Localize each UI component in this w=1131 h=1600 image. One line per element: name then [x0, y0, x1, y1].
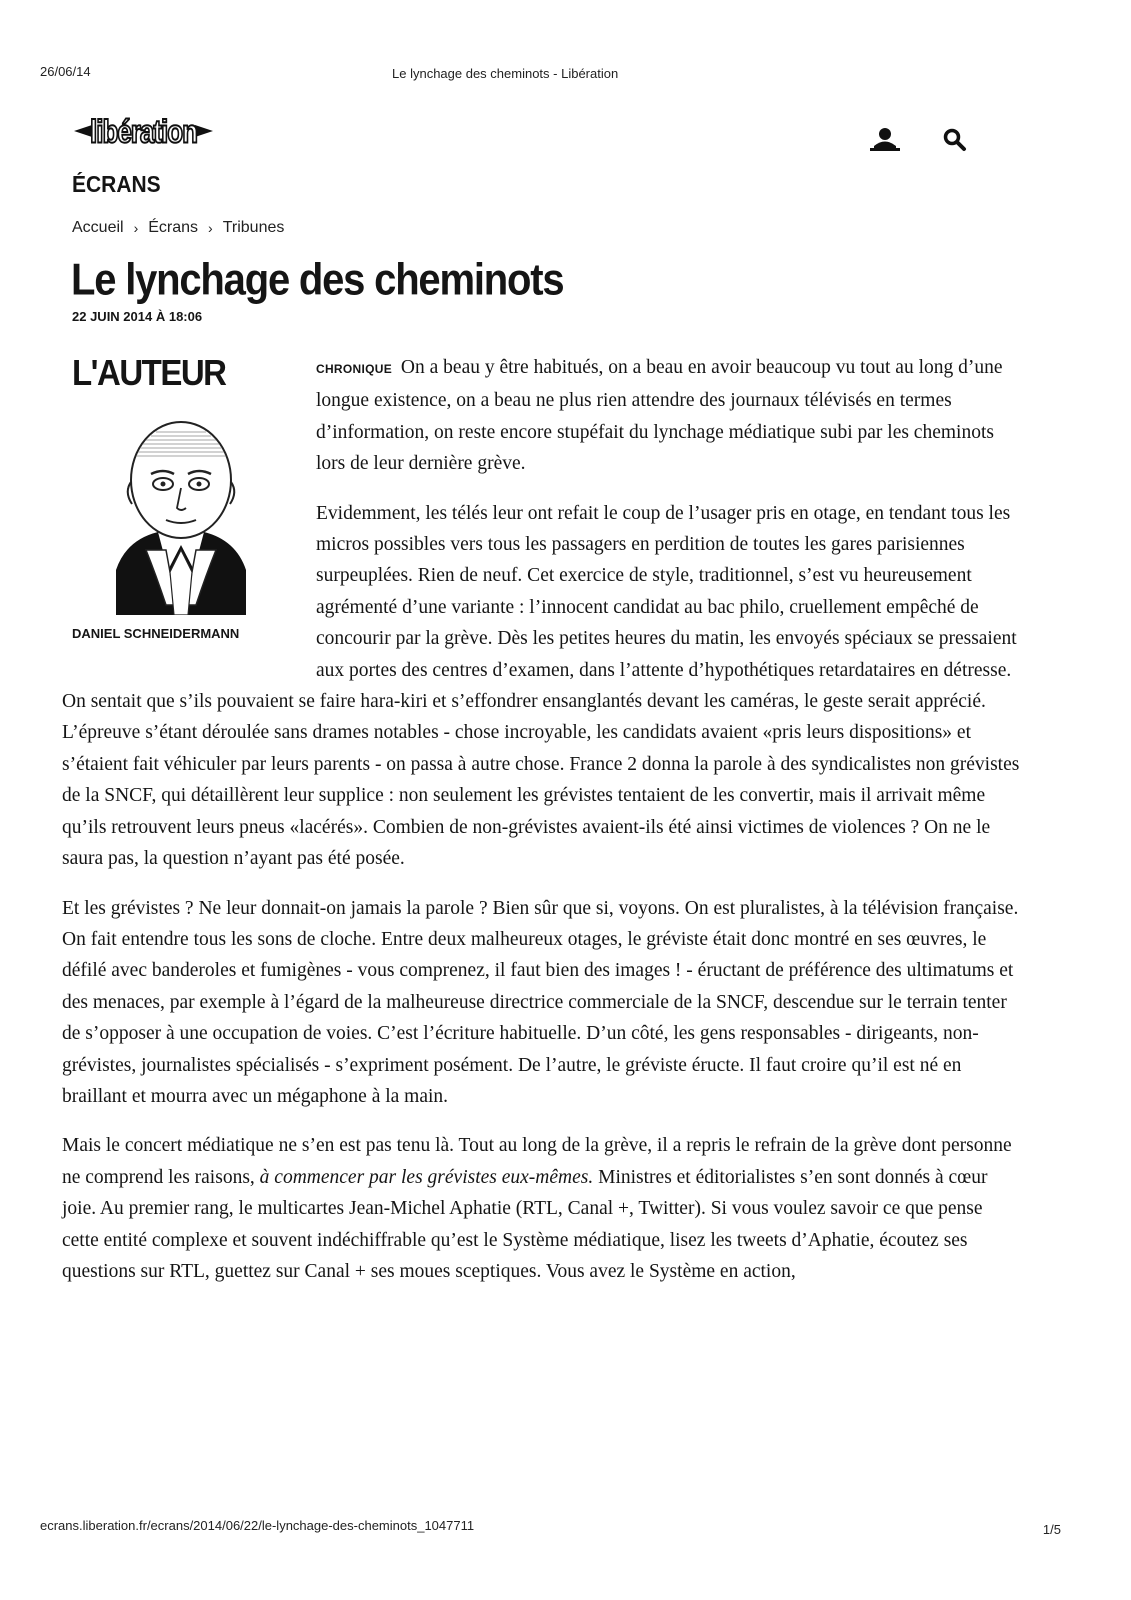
breadcrumb-tribunes[interactable]: Tribunes	[222, 219, 285, 236]
liberation-logo[interactable]	[74, 112, 213, 150]
author-float-spacer	[62, 352, 316, 678]
article-paragraph-2: Evidemment, les télés leur ont refait le coup de l’usager pris en otage, en tendant tous les micros possibles vers tous les passagers en perdition de toutes les gares parisiennes surpeuplées. Rien de neuf. Cet exercice de style, traditionnel, s’est vu heureusement agrémenté d’une variante : l’innocent candidat au bac philo, cruellement empêché de concourir par la grève. Dès les petites heures du matin, les envoyés spéciaux se pressaient aux portes des centres d’examen, dans l’attente d’hypothétiques retardataires en détresse. On sentait que s’ils pouvaient se faire hara-kiri et s’effondrer ensanglantés devant les caméras, le geste serait apprécié. L’épreuve s’étant déroulée sans drames notables - chose incroyable, les candidats avaient «pris leurs dispositions» et s’étaient fait véhiculer par leurs parents - on passa à autre chose. France 2 donna la parole à des syndicalistes non grévistes de la SNCF, qui détaillèrent leur supplice : non seulement les grévistes tentaient de les convertir, mais il arrivait même qu’ils retrouvent leurs pneus «lacérés». Combien de non-grévistes avaient-ils été ainsi victimes de violences ? On ne le saura pas, la question n’ayant pas été posée.	[62, 502, 1020, 870]
print-page-title: Le lynchage des cheminots - Libération	[392, 66, 619, 81]
print-date: 26/06/14	[40, 64, 91, 79]
logo-wordmark: libération	[90, 112, 198, 150]
paragraph-text: Ministres et éditorialistes s’en sont donnés à cœur joie. Au premier rang, le multicartes Jean-Michel Aphatie (RTL, Canal +, Twitter). Si vous voulez savoir ce que pense cette entité complexe et souvent indéchiffrable qu’est le Système médiatique, lisez les tweets d’Aphatie, écoutez ses questions sur RTL, guettez sur Canal + ses moues sceptiques. Vous avez le Système en action,	[62, 1166, 988, 1282]
author-heading: L'AUTEUR	[72, 352, 226, 393]
breadcrumb-home[interactable]: Accueil	[72, 219, 124, 236]
article-title: Le lynchage des cheminots	[71, 255, 564, 305]
article-kicker: CHRONIQUE	[316, 362, 393, 376]
article-paragraph-4	[62, 1130, 1022, 1287]
breadcrumb-ecrans[interactable]: Écrans	[148, 219, 199, 236]
article-body	[62, 352, 1022, 1305]
chevron-right-icon: ›	[208, 220, 213, 236]
header-icons	[868, 127, 968, 153]
print-footer	[40, 1518, 1061, 1537]
article-date: 22 JUIN 2014 À 18:06	[72, 309, 203, 324]
logo-arrow-right	[195, 125, 213, 137]
paragraph-text: On a beau y être habitués, on a beau en avoir beaucoup vu tout au long d’une longue existence, on a beau ne plus rien attendre des journaux télévisés en termes d’information, on reste encore stupéfait du lynchage médiatique subi par les cheminots lors de leur dernière grève.	[316, 357, 1003, 475]
print-url: ecrans.liberation.fr/ecrans/2014/06/22/le-lynchage-des-cheminots_1047711	[40, 1518, 475, 1533]
section-label[interactable]: ÉCRANS	[72, 172, 161, 198]
print-page-number: 1/5	[1042, 1522, 1061, 1537]
search-icon[interactable]	[942, 127, 968, 153]
user-icon[interactable]	[868, 127, 902, 153]
paragraph-emphasis: à commencer par les grévistes eux-mêmes.	[259, 1166, 594, 1188]
article-paragraph-3: Et les grévistes ? Ne leur donnait-on jamais la parole ? Bien sûr que si, voyons. On est pluralistes, à la télévision française. On fait entendre tous les sons de cloche. Entre deux malheureux otages, le gréviste était donc montré en ses œuvres, le défilé avec banderoles et fumigènes - vous comprenez, il faut bien des images ! - éructant de préférence des ultimatums et des menaces, par exemple à l’égard de la malheureuse directrice commerciale de la SNCF, descendue sur le terrain tenter de s’opposer à une occupation de voies. C’est l’écriture habituelle. D’un côté, les gens responsables - dirigeants, non-grévistes, journalistes spécialisés - s’expriment posément. De l’autre, le gréviste éructe. Il faut croire qu’il est né en braillant et mourra avec un mégaphone à la main.	[62, 897, 1019, 1107]
paragraph-text: Mais le concert médiatique ne s’en est pas tenu là. Tout au long de la grève, il a repris le refrain de la grève dont personne ne comprend les raisons,	[62, 1135, 1012, 1188]
chevron-right-icon: ›	[133, 220, 139, 236]
breadcrumb	[72, 219, 284, 237]
author-name[interactable]: DANIEL SCHNEIDERMANN	[72, 626, 240, 641]
